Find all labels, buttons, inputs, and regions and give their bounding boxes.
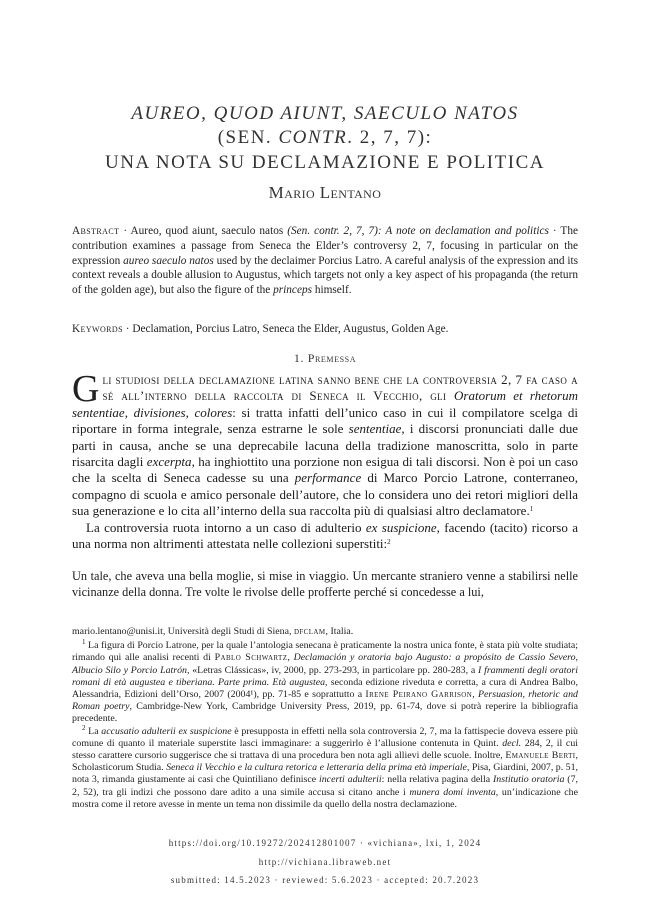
- title-line-2: [72, 124, 578, 151]
- drop-cap: G: [72, 368, 100, 410]
- paragraph-2: [72, 520, 578, 553]
- footnote-italic: Institutio oratoria: [493, 774, 565, 786]
- section-heading: 1. Premessa: [293, 351, 357, 365]
- keywords: [72, 323, 578, 335]
- paragraph-italic: ex suspicione: [365, 519, 437, 535]
- keywords-text: Declamation, Porcius Latro, Seneca the Elder, Augustus, Golden Age.: [132, 323, 449, 335]
- footnote-number: 2: [82, 723, 86, 732]
- footnote-italic: I frammenti degli oratori romani di età augustea e tiberiana. Parte prima. Età augustea: [72, 664, 578, 688]
- footnote-italic: Seneca il Vecchio e la cultura retorica e letteraria della prima età imperiale: [166, 762, 467, 774]
- paragraph-text: , i discorsi pronunciati dalle due parti in causa, anche se una deprecabile lacuna della tradizione manoscritta, solo in parte risarcita dagli: [72, 421, 578, 470]
- footnote-2: [72, 723, 579, 811]
- paragraph-italic: sententiae: [348, 421, 402, 437]
- footnote-text: è presupposta in effetti nella sola controversia 2, 7, ma la fattispecie doveva essere più comune di quanto il materiale superstite lasci immaginare: a suggerirlo è l’allusione contenuta in Quint.: [72, 725, 578, 749]
- footnote-ref[interactable]: 1: [529, 505, 534, 514]
- footer-dates: submitted: 14.5.2023 · reviewed: 5.6.2023 · accepted: 20.7.2023: [170, 875, 480, 885]
- footnote-italic: accusatio adulterii ex suspicione: [101, 725, 232, 737]
- footnote-text: Emanuele Berti: [505, 750, 576, 762]
- footnote-text: , «Letras Clássicas», iv, 2000, pp. 273-293, in particolare pp. 280-283, a: [186, 664, 479, 676]
- footnote-text: , seconda edizione riveduta e corretta, a cura di Andrea Balbo, Alessandria, Edizioni dell’Orso, 2007 (2004¹), pp. 71-85 e soprattutto a: [72, 676, 578, 701]
- title-line-2-italic: CONTR: [278, 127, 348, 148]
- paragraph-text: , ha inghiottito una porzione non esigua di tali discorsi. Non è poi un caso che la scelta di Seneca cadesse su una: [72, 454, 579, 486]
- abstract-text: himself.: [312, 284, 352, 297]
- footnote-text: La figura di Porcio Latrone, per la quale l’antologia senecana è praticamente la nostra unica fonte, è stata più volte studiata; rimando qui alle analisi recenti di: [72, 640, 578, 664]
- separator: ·: [119, 225, 131, 237]
- paragraph-italic: excerpta: [146, 454, 192, 470]
- separator: ·: [122, 323, 133, 335]
- contact-text: , Italia.: [325, 626, 354, 637]
- footnote-text: (7, 2, 52), tra gli indizi che possono dare adito a una simile accusa si citano anche i: [72, 774, 579, 798]
- footnote-italic: Declamación y oratoria bajo Augusto: a propósito de Cassio Severo, Albucio Silo y Porcio Latrón: [72, 652, 578, 676]
- paragraph-italic: performance: [294, 470, 362, 486]
- footnote-italic: decl.: [502, 737, 522, 749]
- footnote-text: ,: [472, 689, 478, 701]
- body-text: [72, 368, 579, 552]
- paragraph-italic: Oratorum et rhetorum sententiae, divisiones, colores: [72, 388, 578, 420]
- footnotes: [72, 626, 578, 811]
- footnote-text: La: [85, 725, 102, 737]
- abstract-italic: princeps: [273, 284, 312, 297]
- abstract-text: Aureo, quod aiunt, saeculo natos: [130, 225, 288, 237]
- contact-text: dfclam: [293, 626, 326, 637]
- footnote-italic: incerti adulterii: [319, 774, 382, 786]
- title-line-2-part: . 2, 7, 7):: [347, 127, 433, 148]
- keywords-label: Keywords: [72, 323, 123, 335]
- abstract: [72, 224, 578, 298]
- footnote-text: , Cambridge-New York, Cambridge University Press, 2019, pp. 61-74, dove si potrà reperire la bibliografia precedente.: [72, 701, 578, 725]
- paragraph-text: : si tratta infatti dell’unico caso in cui il compilatore scelga di riportare in forma integrale, senza estrarne le sole: [72, 404, 578, 437]
- title-line-1: AUREO, QUOD AIUNT, SAECULO NATOS: [131, 103, 519, 124]
- footnote-text: , Scholasticorum Studia.: [72, 750, 578, 774]
- footnote-number: 1: [82, 638, 86, 647]
- abstract-italic: aureo saeculo natos: [123, 254, 214, 267]
- abstract-italic: (Sen. contr. 2, 7, 7): A note on declamation and politics: [287, 225, 549, 237]
- footnote-text: , Pisa, Giardini, 2007, p. 51, nota 3, rimanda giustamente ai casi che Quintiliano definisce: [72, 762, 579, 786]
- footnote-italic: Persuasion, rhetoric and Roman poetry: [72, 689, 578, 713]
- footnote-ref[interactable]: 2: [387, 538, 391, 547]
- footnote-text: ,: [287, 652, 294, 664]
- footnote-text: Irene Peirano Garrison: [365, 689, 473, 701]
- paragraph-text: , facendo (tacito) ricorso a una norma non altrimenti attestata nelle collezioni superstiti:: [72, 519, 578, 552]
- footnote-text: 284, 2, il cui stesso carattere cursorio suggerisce che si trattava di una procedura ben nota agli allievi delle scuole. Inoltre,: [72, 737, 578, 762]
- paragraph-1: [72, 368, 579, 520]
- abstract-label: Abstract: [72, 225, 120, 237]
- paragraph-text: La controversia ruota intorno a un caso di adulterio: [86, 519, 366, 535]
- footer-doi[interactable]: https://doi.org/10.19272/202412801007 · «vichiana», lxi, 1, 2024: [168, 838, 482, 848]
- abstract-text: · The contribution examines a passage from Seneca the Elder’s controversy 2, 7, focusing in particular on the expression: [72, 225, 578, 267]
- title-line-3: UNA NOTA SU DECLAMAZIONE E POLITICA: [105, 152, 545, 173]
- footnote-italic: munera domi inventa: [409, 786, 496, 798]
- author-contact: [72, 626, 578, 638]
- contact-text: mario.lentano@unisi.it, Università degli Studi di Siena,: [72, 626, 294, 637]
- author-name: Mario Lentano: [268, 183, 382, 202]
- paragraph-text: li studiosi della declamazione latina sanno bene che la controversia 2, 7 fa caso a sé all’interno della raccolta di Seneca il Vecchio, gli: [102, 372, 578, 404]
- paragraph-text: di Marco Porcio Latrone, conterraneo, compagno di scuola e amico personale dell’autore, che lo considera uno dei retori migliori della sua generazione e lo cita all’interno della sua raccolta più di qualsiasi altro declamatore.: [72, 470, 578, 519]
- footnote-text: : nella relativa pagina della: [381, 774, 493, 786]
- footnote-text: , un’indicazione che mostra come il retore avesse in mente un tema non dissimile da quello della nostra declamazione.: [72, 786, 578, 810]
- abstract-text: used by the declaimer Porcius Latro. A careful analysis of the expression and its context reveals a double allusion to Augustus, which targets not only a key aspect of his propaganda (the return of the golden age), but also the figure of the: [72, 254, 579, 297]
- title-line-2-part: (SEN.: [217, 127, 279, 148]
- block-quote: Un tale, che aveva una bella moglie, si mise in viaggio. Un mercante straniero venne a stabilirsi nelle vicinanze della donna. Tre volte le rivolse delle profferte perché si concedesse a lui,: [72, 569, 578, 599]
- footnote-text: Pablo Schwartz: [214, 652, 288, 664]
- footer-url[interactable]: http://vichiana.libraweb.net: [258, 857, 392, 867]
- footnote-1: [72, 640, 578, 725]
